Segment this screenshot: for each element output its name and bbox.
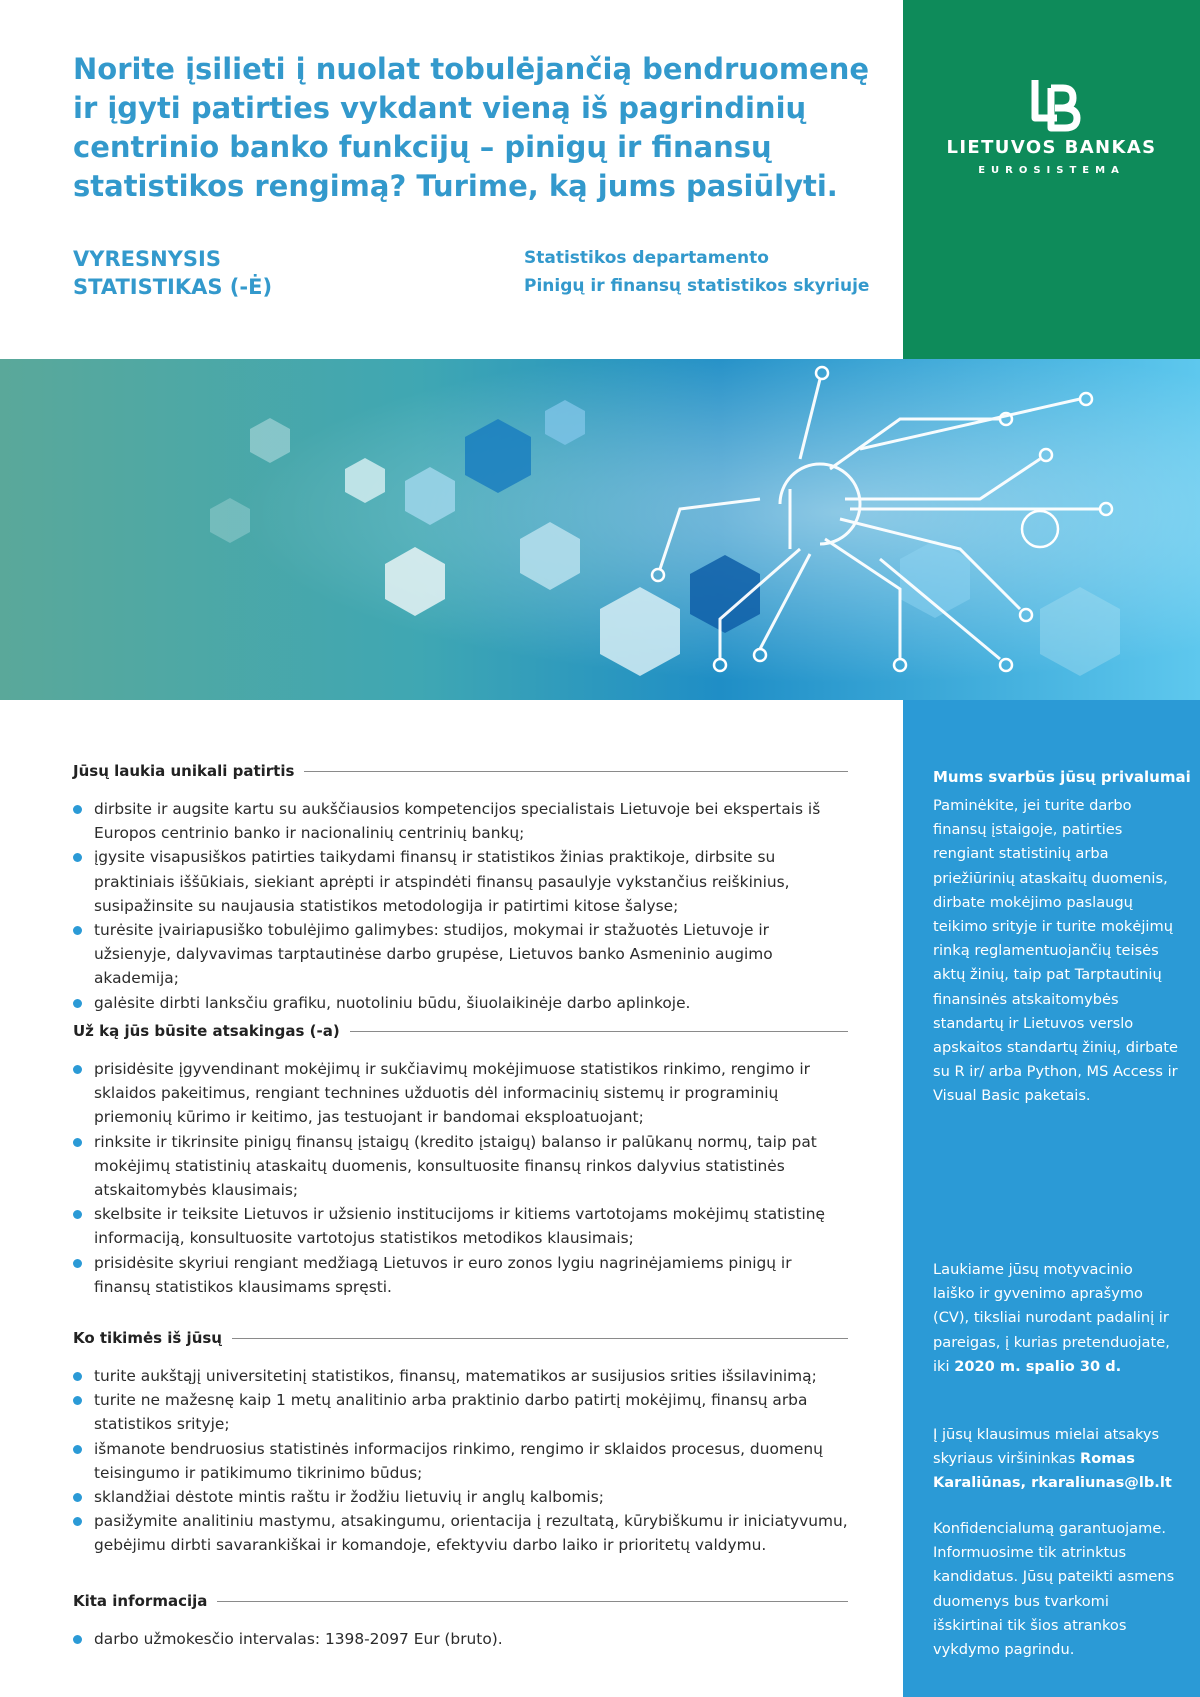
list-item: turite ne mažesnę kaip 1 metų analitinio arba praktinio darbo patirtį mokėjimų, finansų arba statistikos srityje; xyxy=(73,1388,848,1436)
department-line: Statistikos departamento xyxy=(524,248,769,268)
section-divider xyxy=(304,771,848,772)
section-heading: Jūsų laukia unikali patirtis xyxy=(73,762,295,780)
bullet-list xyxy=(73,1364,848,1558)
headline-line: Norite įsilieti į nuolat tobulėjančią bendruomenę xyxy=(73,52,870,86)
section-header xyxy=(73,1590,848,1612)
list-item: įgysite visapusiškos patirties taikydami finansų ir statistikos žinias praktikoje, dirbsite su praktiniais iššūkiais, siekiant aprėpti ir atspindėti finansų pasaulyje vykstančius reiškinius, susipažinsite su naujausia statistikos metodologija ir patirtimi kitose šalyse; xyxy=(73,845,848,918)
list-item: prisidėsite įgyvendinant mokėjimų ir sukčiavimų mokėjimuose statistikos rinkimo, rengimo ir sklaidos pakeitimus, rengiant technines užduotis dėl informacinių sistemų ir programinių priemonių kūrimo ir keitimo, jas testuojant ir bandomai eksploatuojant; xyxy=(73,1057,848,1130)
section-header xyxy=(73,1020,848,1042)
position-title xyxy=(73,245,272,301)
logo-name: LIETUVOS BANKAS xyxy=(946,137,1157,158)
list-item: pasižymite analitiniu mastymu, atsakingumu, orientacija į rezultatą, kūrybiškumu ir iniciatyvumu, gebėjimu dirbti savarankiškai ir komandoje, efektyviu darbo laiko ir prioritetų valdymu. xyxy=(73,1509,848,1557)
headline-line: ir įgyti patirties vykdant vieną iš pagrindinių xyxy=(73,91,807,125)
position-title-line: STATISTIKAS (-Ė) xyxy=(73,275,273,299)
list-item: galėsite dirbti lanksčiu grafiku, nuotoliniu būdu, šiuolaikinėje darbo aplinkoje. xyxy=(73,991,848,1015)
section-unique-experience xyxy=(73,760,848,1015)
list-item: sklandžiai dėstote mintis raštu ir žodžiu lietuvių ir anglų kalbomis; xyxy=(73,1485,848,1509)
list-item: išmanote bendruosius statistinės informacijos rinkimo, rengimo ir sklaidos procesus, duomenų teisingumo ir patikimumo tikrinimo būdus; xyxy=(73,1437,848,1485)
list-item: prisidėsite skyriui rengiant medžiagą Lietuvos ir euro zonos lygiu nagrinėjamiems pinigų ir finansų statistikos klausimams spręsti. xyxy=(73,1251,848,1299)
headline xyxy=(73,50,873,206)
bullet-list xyxy=(73,1627,848,1651)
list-item: rinksite ir tikrinsite pinigų finansų įstaigų (kredito įstaigų) balanso ir palūkanų normų, taip pat mokėjimų statistinių ataskaitų duomenis, konsultuosite finansų rinkos dalyvius statistinės atskaitomybės klausimais; xyxy=(73,1130,848,1203)
section-other-info xyxy=(73,1590,848,1651)
sidebar xyxy=(903,700,1200,1697)
contact-name[interactable]: Romas Karaliūnas, rkaraliunas@lb.lt xyxy=(933,1450,1172,1492)
advantages-text: Paminėkite, jei turite darbo finansų įstaigoje, patirties rengiant statistinių arba priežiūrinių ataskaitų duomenis, dirbate mokėjimo paslaugų teikimo srityje ir turite mokėjimų rinką reglamentuojančių teisės aktų žinių, taip pat Tarptautinių finansinės atskaitomybės standartų ir Lietuvos verslo apskaitos standartų žinių, dirbate su R ir/ arba Python, MS Access ir Visual Basic paketais. xyxy=(933,797,1179,1105)
application-info xyxy=(933,1258,1178,1379)
section-divider xyxy=(217,1601,848,1602)
list-item: skelbsite ir teiksite Lietuvos ir užsienio institucijoms ir kitiems vartotojams mokėjimų statistinę informaciją, konsultuosite vartotojus statistikos metodikos klausimais; xyxy=(73,1202,848,1250)
position-title-line: VYRESNYSIS xyxy=(73,247,221,271)
contact-text: Į jūsų klausimus mielai atsakys skyriaus viršininkas xyxy=(933,1426,1160,1468)
headline-line: centrinio banko funkcijų – pinigų ir finansų xyxy=(73,130,772,164)
section-heading: Kita informacija xyxy=(73,1592,208,1610)
bullet-list xyxy=(73,1057,848,1299)
headline-line: statistikos rengimą? Turime, ką jums pasiūlyti. xyxy=(73,169,838,203)
list-item: turite aukštąjį universitetinį statistikos, finansų, matematikos ar susijusios srities išsilavinimą; xyxy=(73,1364,848,1388)
lb-monogram-icon xyxy=(1027,74,1083,134)
list-item: dirbsite ir augsite kartu su aukščiausios kompetencijos specialistais Lietuvoje bei ekspertais iš Europos centrinio banko ir nacionalinių centrinių bankų; xyxy=(73,797,848,845)
contact-info xyxy=(933,1423,1178,1496)
logo-block xyxy=(903,0,1200,359)
section-responsibilities xyxy=(73,1020,848,1299)
deadline: 2020 m. spalio 30 d. xyxy=(954,1357,1122,1375)
bullet-list xyxy=(73,797,848,1015)
section-header xyxy=(73,760,848,782)
section-heading: Ko tikimės iš jūsų xyxy=(73,1329,222,1347)
section-heading: Už ką jūs būsite atsakingas (-a) xyxy=(73,1022,340,1040)
section-expectations xyxy=(73,1327,848,1558)
section-divider xyxy=(232,1338,848,1339)
advantages-title: Mums svarbūs jūsų privalumai xyxy=(933,768,1191,786)
banner-illustration xyxy=(0,359,1200,700)
department-info xyxy=(524,244,869,300)
section-header xyxy=(73,1327,848,1349)
application-text: Laukiame jūsų motyvacinio laiško ir gyvenimo aprašymo (CV), tiksliai nurodant padalinį ir pareigas, į kurias pretenduojate, iki xyxy=(933,1261,1170,1375)
list-item: turėsite įvairiapusiško tobulėjimo galimybes: studijos, mokymai ir stažuotės Lietuvoje ir užsienyje, dalyvavimas tarptautinėse darbo grupėse, Lietuvos banko Asmeninio augimo akademija; xyxy=(73,918,848,991)
logo-subtitle: EUROSISTEMA xyxy=(978,165,1125,176)
section-divider xyxy=(350,1031,848,1032)
confidentiality-text: Konfidencialumą garantuojame. Informuosime tik atrinktus kandidatus. Jūsų pateikti asmens duomenys bus tvarkomi išskirtinai tik šios atrankos vykdymo pagrindu. xyxy=(933,1520,1175,1659)
department-line: Pinigų ir finansų statistikos skyriuje xyxy=(524,276,870,296)
list-item: darbo užmokesčio intervalas: 1398-2097 Eur (bruto). xyxy=(73,1627,848,1651)
